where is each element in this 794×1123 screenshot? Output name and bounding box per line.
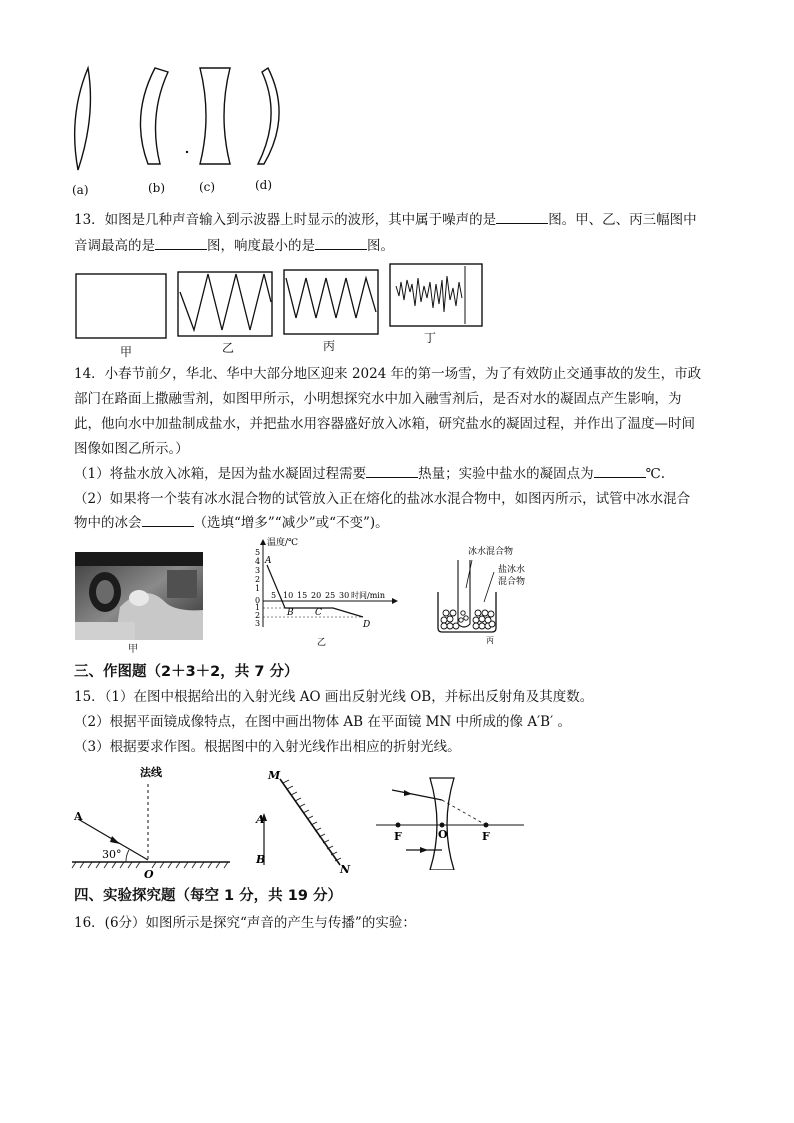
- wave-bing: [286, 278, 376, 318]
- q13-line1: [74, 207, 697, 233]
- section4-title: 四、实验探究题（每空 1 分，共 19 分）: [74, 888, 342, 904]
- q14-blank-heat[interactable]: [366, 463, 418, 478]
- lens-label-b: (b): [148, 181, 166, 195]
- wave-label-yi: 乙: [222, 341, 235, 355]
- q15-part3: （3）根据要求作图。根据图中的入射光线作出相应的折射光线。: [74, 739, 461, 755]
- lens-b-meniscus: [140, 68, 168, 164]
- graph-xtick-20: 20: [311, 591, 322, 600]
- label-F-right: F: [482, 830, 490, 843]
- graph-point-A: A: [265, 556, 272, 566]
- lens-label-c: (c): [199, 180, 216, 194]
- lens-d-meniscus: [258, 68, 279, 164]
- graph-point-D: D: [363, 620, 371, 630]
- label-salt-ice-water: 盐冰水: [498, 565, 526, 575]
- label-F-left: F: [394, 830, 402, 843]
- object-label-A: A: [256, 813, 265, 826]
- q14-sub2-cont: [74, 510, 389, 536]
- concave-lens-figure: [372, 770, 532, 870]
- lens-a-convex: [75, 68, 91, 170]
- fig-label-jia: 甲: [128, 644, 138, 655]
- q13-text-2a: 音调最高的是: [74, 238, 155, 254]
- normal-label: 法线: [140, 766, 162, 779]
- wave-box-bing: [284, 270, 378, 334]
- graph-ytick-2: 2: [255, 575, 261, 584]
- q13-blank-pitch[interactable]: [155, 235, 207, 250]
- q16-text: 16．(6分）如图所示是探究“声音的产生与传播”的实验：: [74, 915, 416, 931]
- wave-box-ding: [390, 264, 482, 326]
- mirror-label-M: M: [268, 769, 281, 782]
- q14-line2: 部门在路面上撒融雪剂，如图甲所示，小明想探究水中加入融雪剂后，是否对水的凝固点产生影响，为: [74, 391, 682, 407]
- q14-blank-freezing-point[interactable]: [594, 463, 646, 478]
- q13-text-2c: 图。: [367, 238, 394, 254]
- q15-part1: 15．（1）在图中根据给出的入射光线 AO 画出反射光线 OB，并标出反射角及其度数。: [74, 689, 594, 705]
- graph-xtick-10: 10: [283, 591, 294, 600]
- q14-line3: 此，他向水中加盐制成盐水，并把盐水用容器盛好放入冰箱，研究盐水的凝固过程，并作出了温度—时间: [74, 416, 695, 432]
- focus-left: [396, 823, 401, 828]
- graph-xtick-5: 5: [271, 591, 277, 600]
- fig-label-bing: 丙: [486, 636, 494, 645]
- graph-xtick-25: 25: [325, 591, 336, 600]
- wave-label-jia: 甲: [120, 345, 133, 359]
- label-mixture: 混合物: [498, 577, 526, 587]
- wave-label-bing: 丙: [323, 339, 336, 353]
- snow-road-photo: [75, 552, 203, 640]
- mirror-MN: [280, 779, 340, 865]
- wave-ding-noise: [396, 276, 462, 312]
- graph-xlabel: 时间/min: [351, 591, 385, 600]
- q13-text-1b: 图。甲、乙、丙三幅图中: [548, 212, 697, 228]
- graph-ytick-1: 1: [255, 584, 261, 593]
- wave-yi: [180, 274, 271, 330]
- q14-blank-ice[interactable]: [142, 512, 194, 527]
- wave-label-ding: 丁: [424, 331, 437, 345]
- graph-ytick-4: 4: [255, 557, 261, 566]
- focus-right: [484, 823, 489, 828]
- object-label-B: B: [256, 853, 266, 866]
- optical-center: [440, 823, 445, 828]
- graph-ytick-m3: 3: [255, 619, 261, 628]
- label-O: O: [438, 828, 448, 841]
- lens-label-a: (a): [72, 183, 89, 197]
- lens-c-concave: [200, 68, 230, 164]
- saltwater-beaker-figure: [430, 540, 570, 645]
- graph-ytick-5: 5: [255, 548, 261, 557]
- point-A: A: [74, 810, 83, 823]
- q14-sub2: （2）如果将一个装有冰水混合物的试管放入正在熔化的盐冰水混合物中，如图丙所示，试管中冰水混合: [74, 491, 691, 507]
- angle-label: 30°: [102, 848, 122, 861]
- graph-xtick-30: 30: [339, 591, 350, 600]
- section3-title: 三、作图题（2＋3＋2，共 7 分）: [74, 664, 299, 680]
- q14-text-2c: （选填“增多”“减少”或“不变”)。: [193, 515, 389, 531]
- graph-ytick-m2: 2: [255, 611, 261, 620]
- wave-box-jia: [76, 274, 166, 338]
- plane-mirror-figure: [250, 765, 360, 880]
- fig-label-yi: 乙: [317, 638, 327, 648]
- lens-label-d: (d): [255, 178, 273, 192]
- graph-point-B: B: [287, 608, 294, 618]
- q14-text-1c: ℃.: [645, 466, 665, 482]
- q14-line1: 14．小春节前夕，华北、华中大部分地区迎来 2024 年的第一场雪，为了有效防止交通事故的发生，市政: [74, 366, 702, 382]
- temperature-time-graph: [245, 535, 400, 650]
- q13-blank-loudness[interactable]: [315, 235, 367, 250]
- graph-ytick-3: 3: [255, 566, 261, 575]
- mirror-label-N: N: [340, 863, 351, 876]
- q13-line2: [74, 233, 394, 259]
- q13-text-2b: 图，响度最小的是: [207, 238, 315, 254]
- graph-ytick-0: 0: [255, 596, 261, 605]
- q14-text-2b: 物中的冰会: [74, 515, 142, 531]
- reflection-figure: [68, 762, 238, 880]
- point-O: O: [144, 868, 154, 880]
- label-test-tube-mix: 冰水混合物: [468, 547, 514, 557]
- q14-line4: 图像如图乙所示。）: [74, 441, 189, 457]
- q13-blank-noise[interactable]: [496, 209, 548, 224]
- q14-sub1: [74, 461, 665, 487]
- q14-text-1b: 热量；实验中盐水的凝固点为: [418, 466, 594, 482]
- graph-ylabel: 温度/℃: [267, 538, 299, 548]
- graph-xtick-15: 15: [297, 591, 308, 600]
- q13-text-1a: 13．如图是几种声音输入到示波器上时显示的波形，其中属于噪声的是: [74, 212, 497, 228]
- q14-text-1a: （1）将盐水放入冰箱，是因为盐水凝固过程需要: [74, 466, 367, 482]
- graph-ytick-m1: 1: [255, 603, 261, 612]
- graph-point-C: C: [315, 608, 322, 618]
- q15-part2: （2）根据平面镜成像特点，在图中画出物体 AB 在平面镜 MN 中所成的像 A′B′ 。: [74, 714, 571, 730]
